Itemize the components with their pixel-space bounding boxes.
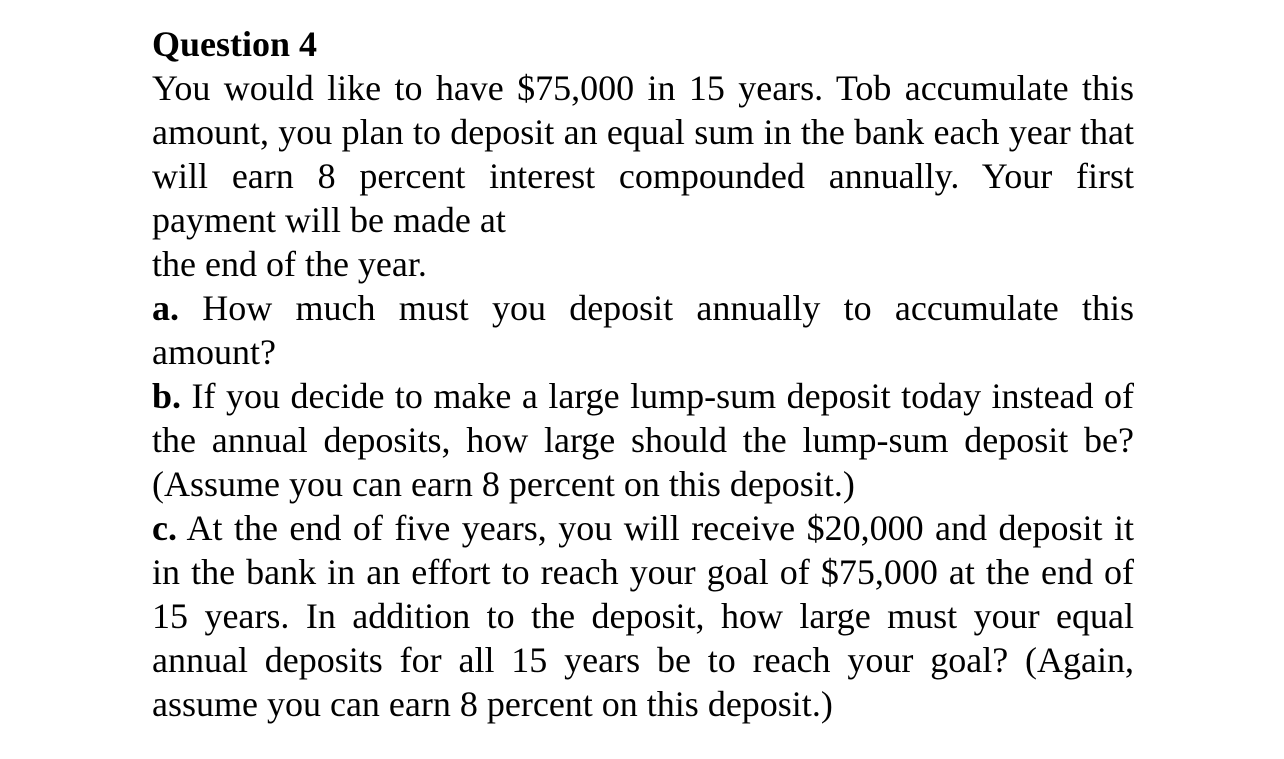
part-a-text: How much must you deposit annually to accumulate this amount?	[152, 288, 1135, 372]
part-a	[152, 286, 1134, 374]
part-b-text: If you decide to make a large lump-sum deposit today instead of the annual deposits, how large should the lump-sum deposit be? (Assume you can earn 8 percent on this deposit.)	[152, 376, 1135, 504]
document-body	[152, 22, 1134, 726]
part-a-label: a.	[152, 288, 179, 328]
question-intro-continued: the end of the year.	[152, 244, 427, 284]
part-c	[152, 506, 1134, 726]
part-b-label: b.	[152, 376, 182, 416]
part-c-text: At the end of five years, you will receive $20,000 and deposit it in the bank in an effort to reach your goal of $75,000 at the end of 15 years. In addition to the deposit, how large must your equal annual deposits for all 15 years be to reach your goal? (Again, assume you can earn 8 percent on this deposit.)	[152, 508, 1134, 724]
part-c-label: c.	[152, 508, 177, 548]
part-b	[152, 374, 1134, 506]
question-title: Question 4	[152, 24, 318, 64]
question-intro: You would like to have $75,000 in 15 years. Tob accumulate this amount, you plan to deposit an equal sum in the bank each year that will earn 8 percent interest compounded annually. Your first payment will be made at	[152, 68, 1134, 240]
